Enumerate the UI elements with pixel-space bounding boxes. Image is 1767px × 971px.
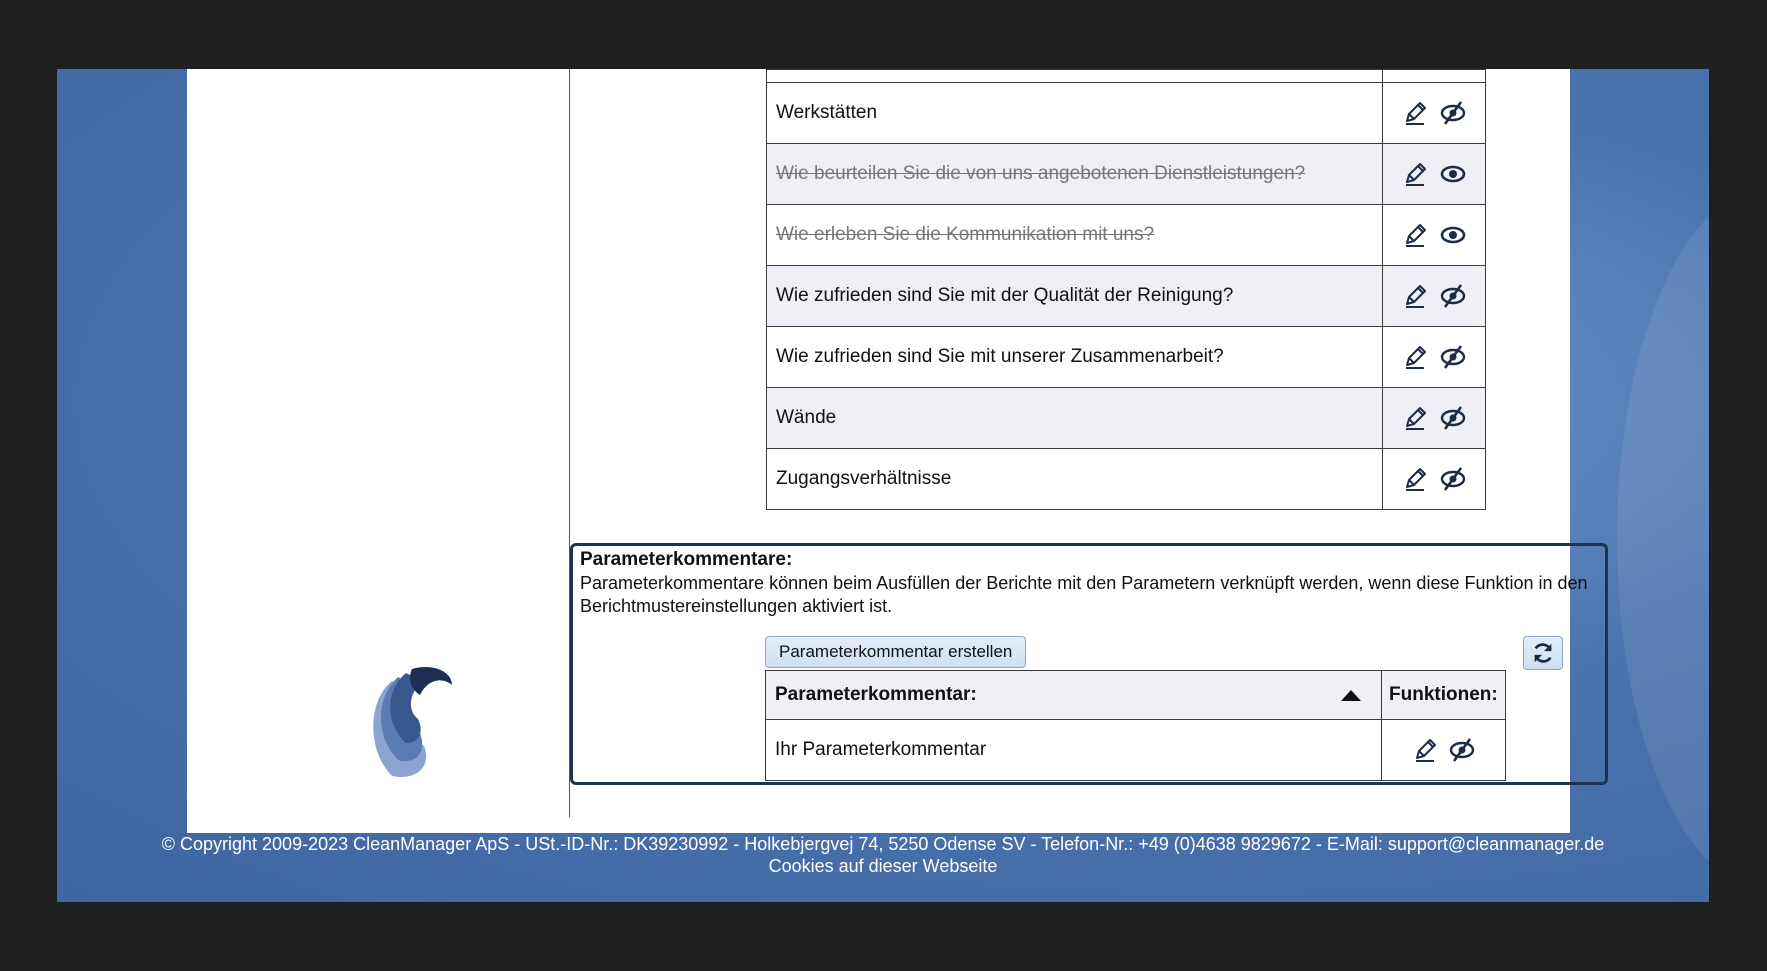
parameter-name: Wie erleben Sie die Kommunikation mit uns?: [767, 205, 1383, 266]
footer: [57, 833, 1709, 877]
create-parameter-comment-button[interactable]: Parameterkommentar erstellen: [765, 636, 1026, 668]
pencil-icon[interactable]: [1399, 219, 1431, 251]
function-cell: [1383, 205, 1486, 266]
copyright-text: © Copyright 2009-2023 CleanManager ApS - USt.-ID-Nr.: DK39230992 - Holkebjergvej 74, 5250 Odense SV - Telefon-Nr.: +49 (0)4638 9829672 - E-Mail: support@cleanmanager.de: [161, 834, 1605, 854]
eye-slash-icon[interactable]: [1446, 734, 1478, 766]
function-cell: [1382, 720, 1506, 781]
function-cell: [1383, 83, 1486, 144]
table-row: [767, 266, 1486, 327]
eye-slash-icon[interactable]: [1437, 463, 1469, 495]
column-header-functions: Funktionen:: [1382, 671, 1506, 720]
main-content: [187, 69, 1588, 833]
table-row: [767, 449, 1486, 510]
parameter-name: Wände: [767, 388, 1383, 449]
table-row: [767, 205, 1486, 266]
function-cell: [1383, 327, 1486, 388]
parameter-name: Werkstätten: [767, 83, 1383, 144]
pencil-icon[interactable]: [1399, 97, 1431, 129]
function-cell: [1383, 144, 1486, 205]
cookies-link[interactable]: Cookies auf dieser Webseite: [768, 856, 998, 876]
table-row: [767, 327, 1486, 388]
table-row: [767, 70, 1486, 83]
eye-slash-icon[interactable]: [1437, 280, 1469, 312]
column-header-parameter-comment[interactable]: Parameterkommentar:: [766, 671, 1382, 720]
parameter-comments-section: [570, 543, 1608, 785]
comment-name: Ihr Parameterkommentar: [766, 720, 1382, 781]
refresh-icon: [1530, 640, 1556, 666]
section-title: Parameterkommentare:: [580, 549, 793, 570]
cleanmanager-logo: [362, 661, 452, 781]
app-screen: [57, 69, 1709, 902]
parameter-name: Zugangsverhältnisse: [767, 449, 1383, 510]
table-header-row: [766, 671, 1506, 720]
section-description: Parameterkommentare können beim Ausfüllen der Berichte mit den Parametern verknüpft werden, wenn diese Funktion in den Berichtmustereinstellungen aktiviert ist.: [580, 573, 1588, 616]
parameter-name: Wie zufrieden sind Sie mit unserer Zusammenarbeit?: [767, 327, 1383, 388]
pencil-icon[interactable]: [1399, 158, 1431, 190]
parameter-name: Wie zufrieden sind Sie mit der Qualität der Reinigung?: [767, 266, 1383, 327]
sort-ascending-icon[interactable]: [1341, 690, 1361, 701]
table-row: [766, 720, 1506, 781]
pencil-icon[interactable]: [1399, 463, 1431, 495]
pencil-icon[interactable]: [1409, 734, 1441, 766]
table-row: [767, 83, 1486, 144]
refresh-button[interactable]: [1523, 636, 1563, 670]
function-cell: [1383, 388, 1486, 449]
table-row: [767, 144, 1486, 205]
eye-icon[interactable]: [1437, 158, 1469, 190]
parameter-comments-table: [765, 670, 1506, 781]
function-cell: [1383, 266, 1486, 327]
eye-slash-icon[interactable]: [1437, 97, 1469, 129]
function-cell: [1383, 70, 1486, 83]
pencil-icon[interactable]: [1399, 341, 1431, 373]
eye-icon[interactable]: [1437, 219, 1469, 251]
parameter-name: Wie beurteilen Sie die von uns angebotenen Dienstleistungen?: [767, 144, 1383, 205]
eye-slash-icon[interactable]: [1437, 341, 1469, 373]
parameter-table: [766, 69, 1486, 510]
function-cell: [1383, 449, 1486, 510]
pencil-icon[interactable]: [1399, 402, 1431, 434]
pencil-icon[interactable]: [1399, 280, 1431, 312]
eye-slash-icon[interactable]: [1437, 402, 1469, 434]
parameter-name: [767, 70, 1383, 83]
table-row: [767, 388, 1486, 449]
background-swoosh: [1617, 189, 1709, 889]
